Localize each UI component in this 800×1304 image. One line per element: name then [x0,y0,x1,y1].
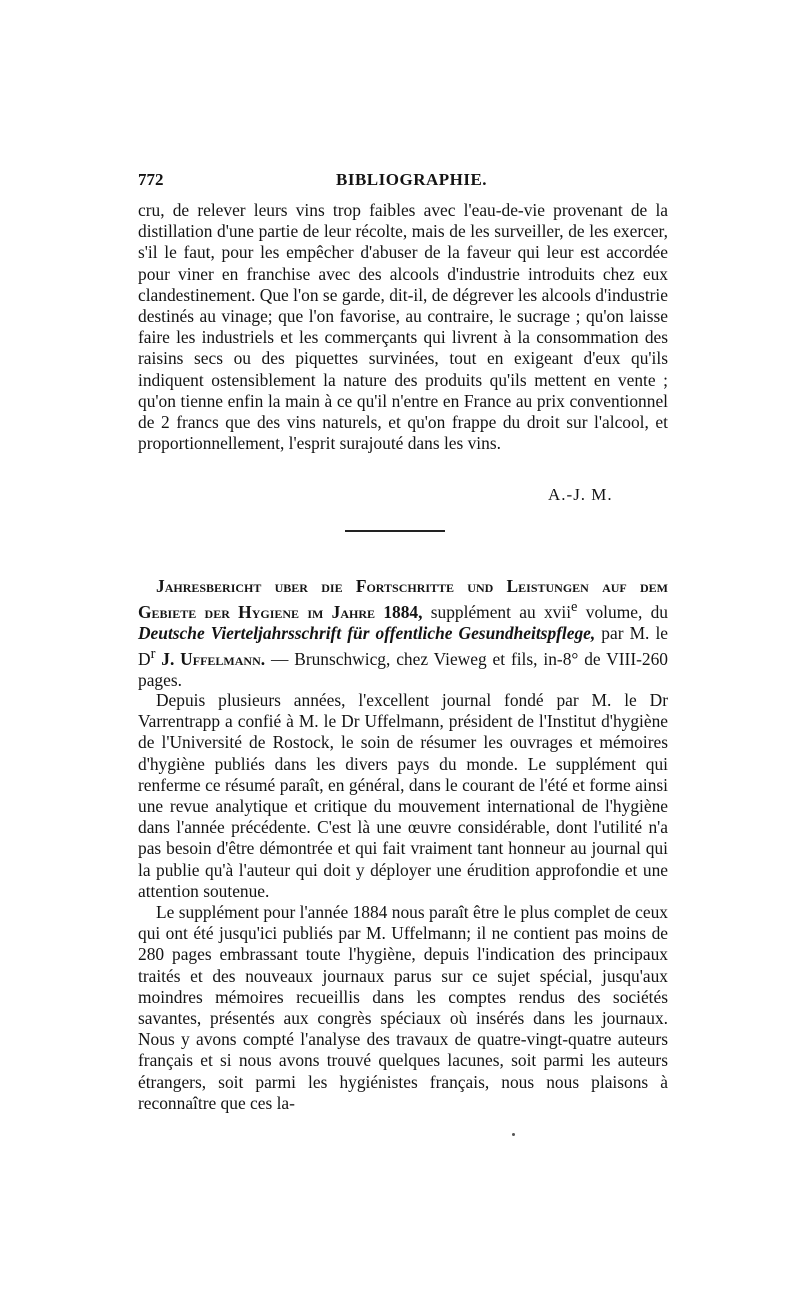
review-journal-title: Deutsche Vierteljahrsschrift für offentliche Gesundheitspflege, [138,623,596,644]
review-heading [138,576,668,692]
review-book-title: Jahresbericht uber die Fortschritte und Leistungen auf dem Gebiete der Hygiene im Jahre 1884, [138,576,668,622]
running-head [138,170,668,192]
citation-part: volume, du [577,602,668,622]
author-signature: A.-J. M. [548,485,613,504]
page-number: 772 [138,170,164,189]
review-author: J. Uffelmann. [155,649,266,670]
citation-part: par M. le D [138,623,668,670]
review-body [138,690,668,1114]
article-ending [138,200,668,454]
citation-part: supplément au xvii [422,602,572,622]
review-publisher: — Brunschwicg, chez Vieweg et fils, in-8° de VIII-260 pages. [138,649,668,691]
review-paragraph: Depuis plusieurs années, l'excellent journal fondé par M. le Dr Varrentrapp a confié à M. le Dr Uffelmann, président de l'Institut d'hygiène de l'Université de Rostock, le soin de résumer les ouvrages et mémoires d'hygiène publiés dans les divers pays du monde. Le supplément qui renferme ce résumé paraît, en général, dans le courant de l'été et forme ainsi une revue analytique et critique du mouvement international de l'hygiène dans l'année précédente. C'est là une œuvre considérable, dont l'utilité n'a pas besoin d'être démontrée et qui fait vraiment tant honneur au journal qui la publie qu'à l'auteur qui doit y déployer une érudition approfondie et une attention soutenue. [138,690,668,901]
header-title: BIBLIOGRAPHIE. [336,170,488,189]
article-ending-paragraph: cru, de relever leurs vins trop faibles avec l'eau-de-vie provenant de la distillation d'une partie de leur récolte, mais de les surveiller, de les exercer, s'il le faut, pour les empêcher d'abuser de la faveur qui leur est accordée pour viner en franchise avec des alcools d'industrie introduits chez eux clandestinement. Que l'on se garde, dit-il, de dégrever les alcools d'industrie destinés au vinage; que l'on favorise, au contraire, le sucrage ; qu'on laisse faire les industriels et les commerçants qui livrent à la consommation des raisins secs ou des piquettes survinées, tout en exigeant d'eux qu'ils indiquent ostensiblement la nature des produits qu'ils mettent en vente ; qu'on tienne enfin la main à ce qu'il n'entre en France au prix conventionnel de 2 francs que des vins naturels, et qu'on frappe du droit sur l'alcool, et proportionnellement, l'esprit surajouté dans les vins. [138,200,668,454]
citation-superscript: e [571,599,578,616]
review-citation [138,576,668,692]
citation-superscript: r [150,646,156,663]
section-divider [345,530,445,532]
print-speck [512,1133,515,1136]
review-paragraph: Le supplément pour l'année 1884 nous paraît être le plus complet de ceux qui ont été jusqu'ici publiés par M. Uffelmann; il ne contient pas moins de 280 pages embrassant toute l'hygiène, depuis l'indication des principaux traités et des nouveaux journaux parus sur ce sujet spécial, jusqu'aux moindres mémoires recueillis dans les comptes rendus des sociétés savantes, présentés aux congrès spéciaux où insérés dans les journaux. Nous y avons compté l'analyse des travaux de quatre-vingt-quatre auteurs français et si nous avons trouvé quelques lacunes, soit parmi les auteurs étrangers, soit parmi les hygiénistes français, nous nous plaisons à reconnaître que ces la- [138,902,668,1113]
